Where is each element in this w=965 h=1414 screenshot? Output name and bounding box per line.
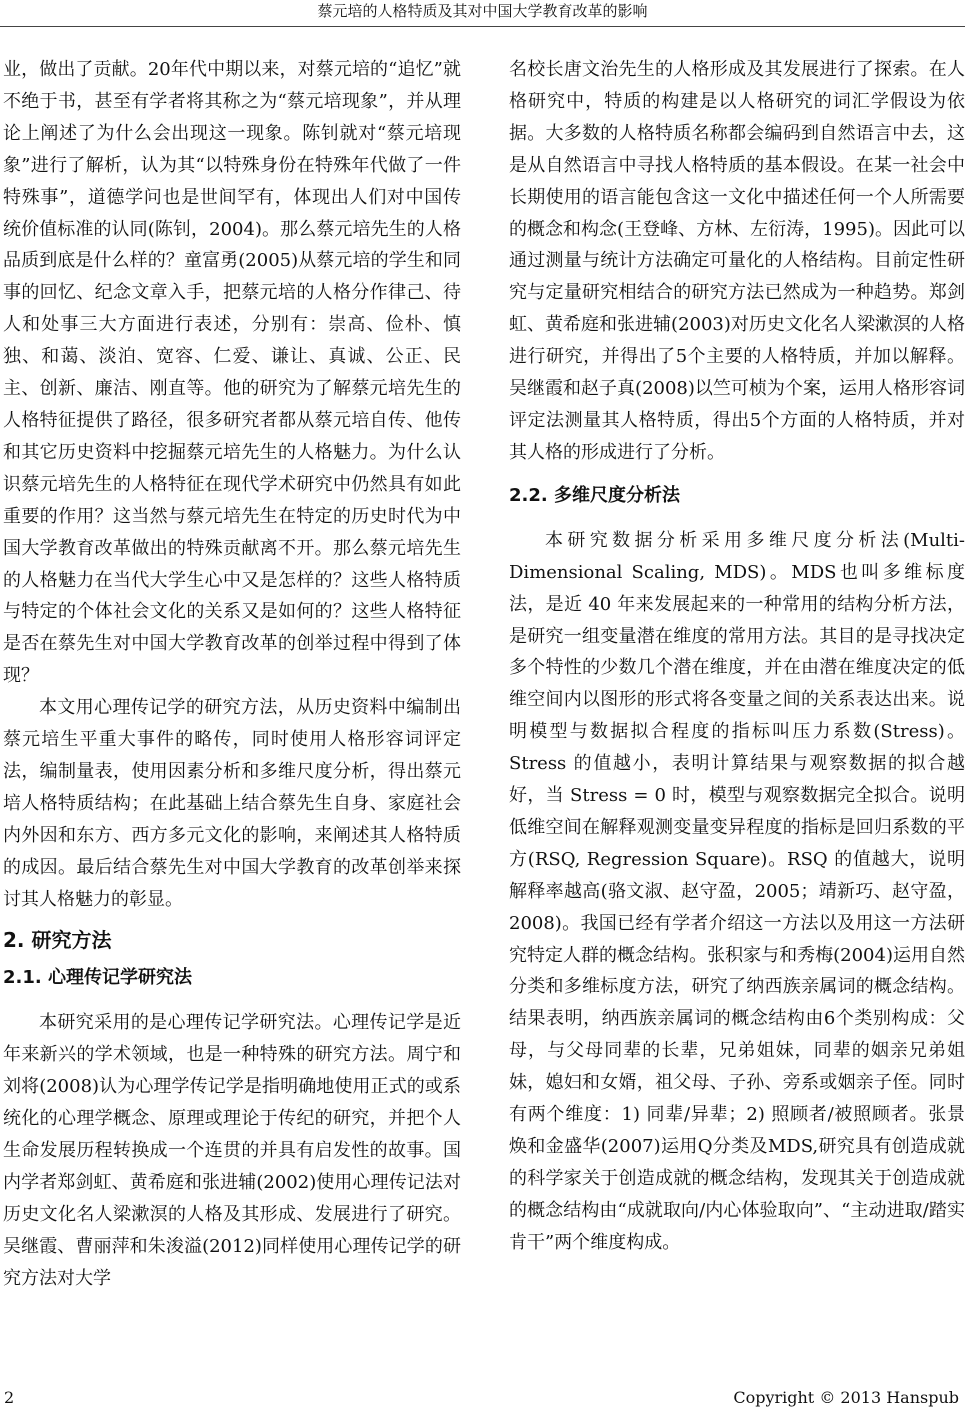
spacer bbox=[509, 511, 965, 525]
subsection-heading: 2.2. 多维尺度分析法 bbox=[509, 484, 680, 506]
header-rule bbox=[0, 26, 965, 27]
running-header: 蔡元培的人格特质及其对中国大学教育改革的影响 bbox=[317, 2, 648, 20]
subsection-heading: 2.1. 心理传记学研究法 bbox=[3, 967, 192, 989]
page-number: 2 bbox=[4, 1388, 15, 1407]
body-paragraph: 本文用心理传记学的研究方法，从历史资料中编制出蔡元培生平重大事件的略传，同时使用人格形容词评定法，编制量表，使用因素分析和多维尺度分析，得出蔡元培人格特质结构；在此基础上结合蔡先生自身、家庭社会内外因和东方、西方多元文化的影响，来阐述其人格特质的成因。最后结合蔡先生对中国大学教育的改革创举来探讨其人格魅力的彰显。 bbox=[3, 697, 461, 910]
body-paragraph: 本研究数据分析采用多维尺度分析法(Multi-Dimensional Scaling, MDS)。MDS也叫多维标度法，是近 40 年来发展起来的一种常用的结构分析方法，是研究一组变量潜在维度的常用方法。其目的是寻找决定多个特性的少数几个潜在维度，并在由潜在维度决定的低维空间内以图形的形式将各变量之间的关系表达出来。说明模型与数据拟合程度的指标叫压力系数(Stress)。Stress 的值越小，表明计算结果与观察数据的拟合越好，当 Stress = 0 时，模型与观察数据完全拟合。说明低维空间在解释观测变量变异程度的指标是回归系数的平方(RSQ, Regression Square)。RSQ 的值越大，说明解释率越高(骆文淑、赵守盈，2005；靖新巧、赵守盈，2008)。我国已经有学者介绍这一方法以及用这一方法研究特定人群的概念结构。张积家与和秀梅(2004)运用自然分类和多维标度方法，研究了纳西族亲属词的概念结构。结果表明，纳西族亲属词的概念结构由6个类别构成：父母，与父母同辈的长辈，兄弟姐妹，同辈的姻亲兄弟姐妹，媳妇和女婿，祖父母、子孙、旁系或姻亲子侄。同时有两个维度：1) 同辈/异辈；2) 照顾者/被照顾者。张景焕和金盛华(2007)运用Q分类及MDS,研究具有创造成就的科学家关于创造成就的概念结构，发现其关于创造成就的概念结构由“成就取向/内心体验取向”、“主动进取/踏实肯干”两个维度构成。 bbox=[509, 529, 965, 1253]
spacer bbox=[3, 955, 461, 963]
spacer bbox=[3, 993, 461, 1007]
section-heading: 2. 研究方法 bbox=[3, 928, 112, 953]
left-column bbox=[3, 54, 461, 1295]
right-column bbox=[509, 54, 965, 1259]
copyright-notice: Copyright © 2013 Hanspub bbox=[733, 1388, 959, 1407]
body-paragraph: 本研究采用的是心理传记学研究法。心理传记学是近年来新兴的学术领域，也是一种特殊的研究方法。周宁和刘将(2008)认为心理学传记学是指明确地使用正式的或系统化的心理学概念、原理或理论于传纪的研究，并把个人生命发展历程转换成一个连贯的并具有启发性的故事。国内学者郑剑虹、黄希庭和张进辅(2002)使用心理传记法对历史文化名人梁漱溟的人格及其形成、发展进行了研究。吴继霞、曹丽萍和朱浚溢(2012)同样使用心理传记学的研究方法对大学 bbox=[3, 1012, 461, 1289]
spacer bbox=[3, 915, 461, 925]
spacer bbox=[509, 469, 965, 481]
body-paragraph: 名校长唐文治先生的人格形成及其发展进行了探索。在人格研究中，特质的构建是以人格研究的词汇学假设为依据。大多数的人格特质名称都会编码到自然语言中去，这是从自然语言中寻找人格特质的基本假设。在某一社会中长期使用的语言能包含这一文化中描述任何一个人所需要的概念和构念(王登峰、方林、左衍涛，1995)。因此可以通过测量与统计方法确定可量化的人格结构。目前定性研究与定量研究相结合的研究方法已然成为一种趋势。郑剑虹、黄希庭和张进辅(2003)对历史文化名人梁漱溟的人格进行研究，并得出了5个主要的人格特质，并加以解释。吴继霞和赵子真(2008)以竺可桢为个案，运用人格形容词评定法测量其人格特质，得出5个方面的人格特质，并对其人格的形成进行了分析。 bbox=[509, 59, 965, 463]
body-paragraph: 业，做出了贡献。20年代中期以来，对蔡元培的“追忆”就不绝于书，甚至有学者将其称之为“蔡元培现象”，并从理论上阐述了为什么会出现这一现象。陈钊就对“蔡元培现象”进行了解析，认为其“以特殊身份在特殊年代做了一件特殊事”，道德学问也是世间罕有，体现出人们对中国传统价值标准的认同(陈钊，2004)。那么蔡元培先生的人格品质到底是什么样的？童富勇(2005)从蔡元培的学生和同事的回忆、纪念文章入手，把蔡元培的人格分作律己、待人和处事三大方面进行表述，分别有：崇高、俭朴、慎独、和蔼、淡泊、宽容、仁爱、谦让、真诚、公正、民主、创新、廉洁、刚直等。他的研究为了解蔡元培先生的人格特征提供了路径，很多研究者都从蔡元培自传、他传和其它历史资料中挖掘蔡元培先生的人格魅力。为什么认识蔡元培先生的人格特征在现代学术研究中仍然具有如此重要的作用？这当然与蔡元培先生在特定的历史时代为中国大学教育改革做出的特殊贡献离不开。那么蔡元培先生的人格魅力在当代大学生心中又是怎样的？这些人格特质与特定的个体社会文化的关系又是如何的？这些人格特征是否在蔡先生对中国大学教育改革的创举过程中得到了体现？ bbox=[3, 59, 461, 687]
